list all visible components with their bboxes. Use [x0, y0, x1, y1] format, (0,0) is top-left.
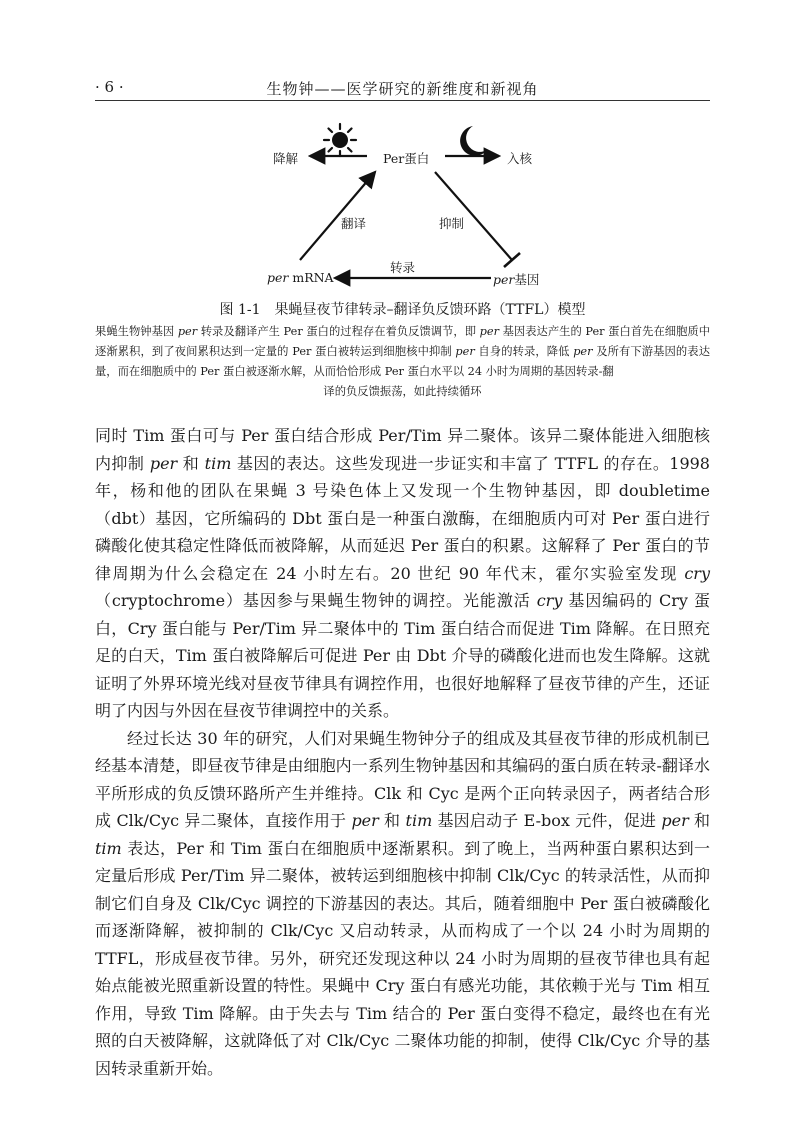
- caption-text: 果蝇生物钟基因: [95, 325, 178, 338]
- label-nuclear-entry: 入核: [507, 151, 533, 166]
- caption-italic: per: [573, 345, 593, 358]
- paragraph-1: [95, 422, 710, 725]
- text-run: 和: [688, 811, 710, 830]
- italic-term: cry: [684, 563, 710, 583]
- label-transcription: 转录: [390, 260, 416, 275]
- caption-italic: per: [479, 325, 499, 338]
- body-text: [95, 422, 710, 1082]
- italic-term: per: [661, 811, 689, 830]
- label-per-gene: [493, 270, 539, 288]
- paragraph-2: [95, 725, 710, 1083]
- text-run: 基因的表达。这些发现进一步证实和丰富了 TTFL 的存在。1998 年，杨和他的团队在果蝇 3 号染色体上又发现一个生物钟基因，即 doubletime（dbt）基因，它所编码的 Dbt 蛋白是一种蛋白激酶，在细胞质内可对 Per 蛋白进行磷酸化使其稳定性降低而被降解，从而延迟 Per 蛋白的积累。这解释了 Per 蛋白的节律周期为什么会稳定在 24 小时左右。20 世纪 90 年代末，霍尔实验室发现: [95, 453, 710, 583]
- text-run: 和: [177, 453, 205, 473]
- caption-italic: per: [177, 325, 198, 338]
- text-run: （cryptochrome）基因参与果蝇生物钟的调控。光能激活: [95, 591, 537, 610]
- italic-term: per: [351, 811, 379, 830]
- label-translation: 翻译: [341, 216, 367, 231]
- page-header: [95, 78, 710, 101]
- text-run: 基因编码的 Cry 蛋白，Cry 蛋白能与 Per/Tim 异二聚体中的 Tim 蛋白结合而促进 Tim 降解。在日照充足的白天，Tim 蛋白被降解后可促进 Per 由 Dbt 介导的磷酸化进而也发生降解。这就证明了外界环境光线对昼夜节律具有调控作用，也很好地解释了昼夜节律的产生，还证明了内因与外因在昼夜节律调控中的关系。: [95, 591, 710, 720]
- page-number: · 6 ·: [95, 78, 124, 96]
- label-degradation: 降解: [273, 151, 299, 166]
- italic-term: tim: [204, 453, 232, 473]
- sun-icon: [324, 124, 356, 156]
- caption-last-line: 译的负反馈振荡，如此持续循环: [323, 385, 482, 398]
- text-run: 同时 Tim 蛋白可与 Per 蛋白结合形成 Per/Tim 异二聚体。该异二聚体能进入细胞核内抑制: [95, 426, 710, 473]
- label-inhibition: 抑制: [439, 216, 465, 231]
- figure-caption-body: [95, 322, 710, 402]
- caption-text: 自身的转录，降低: [474, 345, 574, 358]
- text-run: 经过长达 30 年的研究，人们对果蝇生物钟分子的组成及其昼夜节律的形成机制已经基本清楚，即昼夜节律是由细胞内一系列生物钟基因和其编码的蛋白质在转录-翻译水平所形成的负反馈环路所产生并维持。Clk 和 Cyc 是两个正向转录因子，两者结合形成 Clk/Cyc 异二聚体，直接作用于: [95, 728, 710, 830]
- italic-term: tim: [405, 811, 433, 830]
- mrna-suffix: mRNA: [288, 270, 334, 285]
- text-run: 表达，Per 和 Tim 蛋白在细胞质中逐渐累积。到了晚上，当两种蛋白累积达到一定量后形成 Per/Tim 异二聚体，被转运到细胞核中抑制 Clk/Cyc 的转录活性，从而抑制它们自身及 Clk/Cyc 调控的下游基因的表达。其后，随着细胞中 Per 蛋白被磷酸化而逐渐降解，被抑制的 Clk/Cyc 又启动转录，从而构成了一个以 24 小时为周期的 TTFL，形成昼夜节律。另外，研究还发现这种以 24 小时为周期的昼夜节律也具有起始点能被光照重新设置的特性。果蝇中 Cry 蛋白有感光功能，其依赖于光与 Tim 相互作用，导致 Tim 降解。由于失去与 Tim 结合的 Per 蛋白变得不稳定，最终也在有光照的白天被降解，这就降低了对 Clk/Cyc 二聚体功能的抑制，使得 Clk/Cyc 介导的基因转录重新开始。: [95, 838, 710, 1078]
- caption-italic: per: [455, 345, 475, 358]
- label-per-protein: Per蛋白: [383, 151, 430, 166]
- caption-text: 及所有下游基因的表达量，而在细胞质中的 Per 蛋白被逐渐水解，从而恰恰形成 Per 蛋白水平以 24 小时为周期的基因转录-翻: [95, 345, 710, 378]
- label-per-mrna: [267, 270, 334, 285]
- gene-suffix: 基因: [514, 272, 540, 287]
- ttfl-diagram: [95, 118, 710, 293]
- text-run: 和: [378, 811, 406, 830]
- italic-term: per: [149, 453, 178, 473]
- running-title: 生物钟——医学研究的新维度和新视角: [266, 80, 539, 98]
- caption-text: 基因表达产生的 Per 蛋白首先在细胞质中逐渐累积，到了夜间累积达到一定量的 Per 蛋白被转运到细胞核中抑制: [95, 325, 710, 358]
- per-italic: per: [493, 272, 515, 287]
- text-run: 基因启动子 E-box 元件，促进: [432, 811, 662, 830]
- figure-caption-title: 图 1-1 果蝇昼夜节律转录–翻译负反馈环路（TTFL）模型: [219, 302, 586, 318]
- italic-term: cry: [536, 591, 563, 610]
- per-italic: per: [267, 270, 289, 285]
- crescent-moon-icon: [460, 126, 487, 156]
- italic-term: tim: [95, 838, 122, 858]
- caption-text: 转录及翻译产生 Per 蛋白的过程存在着负反馈调节，即: [197, 325, 480, 338]
